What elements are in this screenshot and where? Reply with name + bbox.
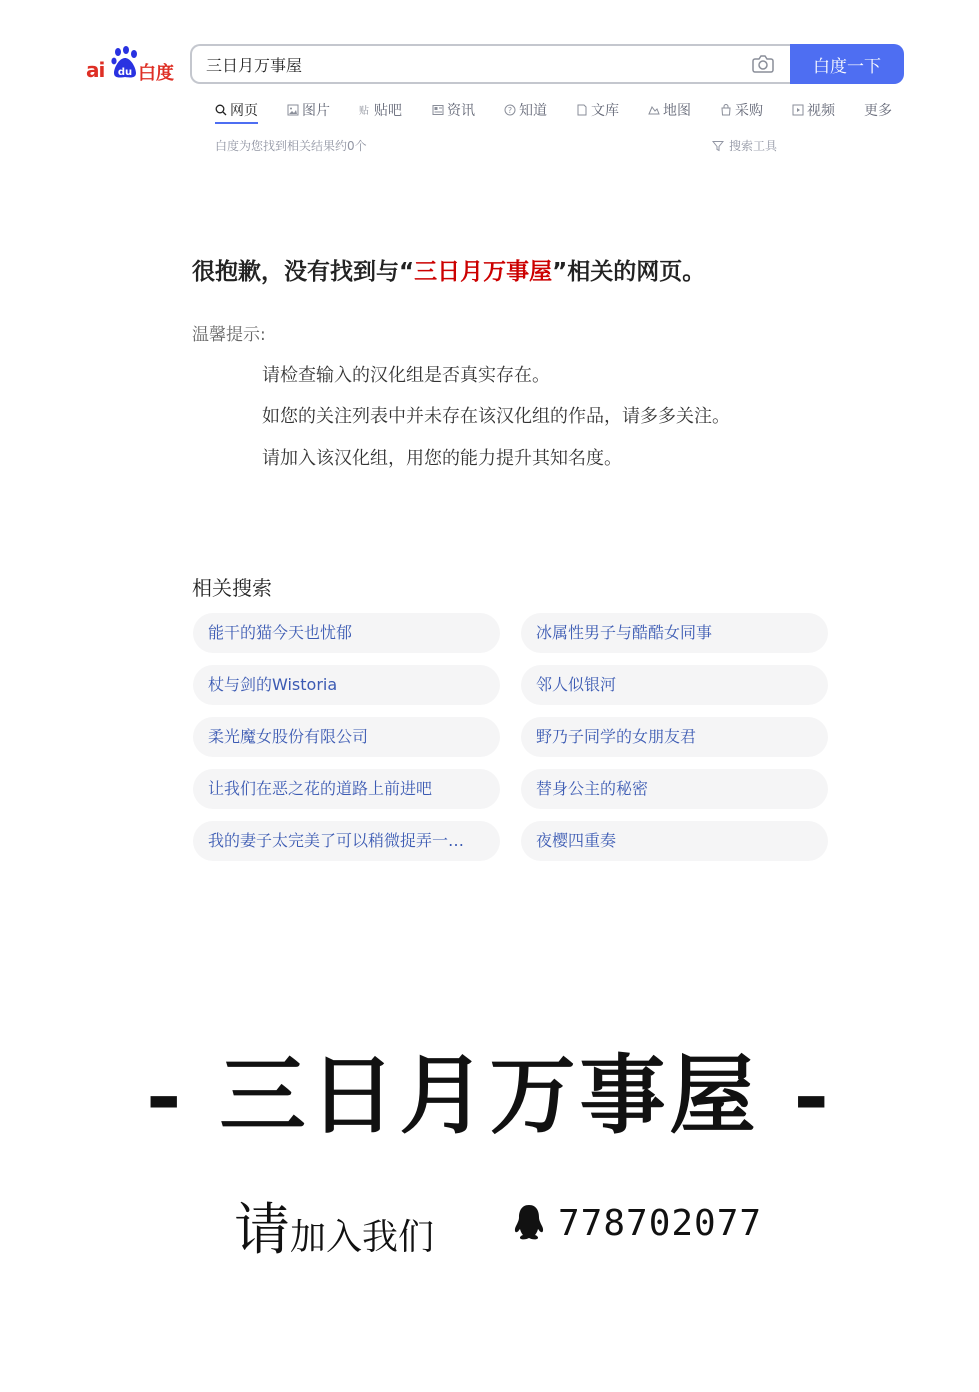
- group-banner-title: - 三日月万事屋 -: [145, 1045, 834, 1146]
- related-search-item[interactable]: 邻人似银河: [521, 665, 828, 705]
- qq-penguin-icon: [512, 1203, 546, 1241]
- search-tabs: [215, 96, 915, 126]
- filter-icon: [712, 140, 724, 152]
- map-icon: [648, 104, 660, 116]
- result-count: 白度为您找到相关结果约0个: [215, 139, 367, 153]
- tip-label: 温馨提示:: [192, 325, 266, 345]
- tab-map[interactable]: [648, 96, 691, 124]
- join-small-text: 加入我们: [290, 1217, 435, 1258]
- related-search-item[interactable]: 我的妻子太完美了可以稍微捉弄一…: [193, 821, 500, 861]
- tab-more[interactable]: [864, 96, 892, 124]
- tip-item: 如您的关注列表中并未存在该汉化组的作品，请多多关注。: [262, 406, 730, 427]
- related-search-item[interactable]: 冰属性男子与酷酷女同事: [521, 613, 828, 653]
- news-icon: [432, 104, 444, 116]
- qq-number: 778702077: [558, 1203, 763, 1244]
- tab-zhidao[interactable]: [504, 96, 547, 124]
- logo-ai-text: ai: [86, 58, 105, 82]
- tab-label: 视频: [807, 103, 835, 119]
- tab-tieba[interactable]: [359, 96, 402, 124]
- baidu-logo[interactable]: [86, 46, 178, 82]
- tab-label: 知道: [519, 103, 547, 119]
- tab-purchase[interactable]: [720, 96, 763, 124]
- tab-images[interactable]: [287, 96, 330, 124]
- tab-news[interactable]: [432, 96, 475, 124]
- tab-label: 网页: [230, 103, 258, 119]
- search-button[interactable]: 白度一下: [790, 44, 904, 84]
- tip-item: 请检查输入的汉化组是否真实存在。: [262, 365, 550, 386]
- image-icon: [287, 104, 299, 116]
- related-search-item[interactable]: 野乃子同学的女朋友君: [521, 717, 828, 757]
- tab-label: 采购: [735, 103, 763, 119]
- join-us-text: [234, 1186, 434, 1266]
- question-icon: [504, 104, 516, 116]
- search-input[interactable]: [206, 46, 726, 82]
- not-found-keyword: 三日月万事屋: [414, 259, 553, 285]
- not-found-title: [192, 253, 705, 286]
- camera-icon[interactable]: [752, 54, 774, 74]
- related-search-item[interactable]: 能干的猫今天也忧郁: [193, 613, 500, 653]
- svg-text:贴: 贴: [359, 106, 369, 116]
- tab-label: 资讯: [447, 103, 475, 119]
- related-search-title: 相关搜索: [192, 576, 272, 600]
- related-search-item[interactable]: 替身公主的秘密: [521, 769, 828, 809]
- tab-label: 更多: [864, 103, 892, 119]
- related-search-item[interactable]: 柔光魔女股份有限公司: [193, 717, 500, 757]
- svg-text:?: ?: [507, 106, 513, 115]
- not-found-suffix: ”相关的网页。: [552, 259, 706, 285]
- tieba-icon: [359, 104, 371, 116]
- search-tools-button[interactable]: [712, 137, 777, 154]
- video-icon: [792, 104, 804, 116]
- shop-icon: [720, 104, 732, 116]
- tab-wenku[interactable]: [576, 96, 619, 124]
- search-box: [190, 44, 790, 84]
- related-search-item[interactable]: 让我们在恶之花的道路上前进吧: [193, 769, 500, 809]
- tab-label: 贴吧: [374, 103, 402, 119]
- svg-text:du: du: [117, 67, 133, 78]
- tab-label: 地图: [663, 103, 691, 119]
- not-found-prefix: 很抱歉，没有找到与“: [192, 259, 415, 285]
- join-big-char: 请: [234, 1198, 290, 1263]
- logo-cn-text: 白度: [138, 63, 174, 84]
- search-icon: [215, 104, 227, 116]
- tab-label: 文库: [591, 103, 619, 119]
- paw-icon: [110, 46, 140, 80]
- tip-item: 请加入该汉化组，用您的能力提升其知名度。: [262, 448, 622, 469]
- tab-video[interactable]: [792, 96, 835, 124]
- tab-label: 图片: [302, 103, 330, 119]
- search-tools-label: 搜索工具: [729, 139, 778, 153]
- related-search-item[interactable]: 杖与剑的Wistoria: [193, 665, 500, 705]
- tab-web[interactable]: [215, 96, 258, 124]
- related-search-item[interactable]: 夜樱四重奏: [521, 821, 828, 861]
- doc-icon: [576, 104, 588, 116]
